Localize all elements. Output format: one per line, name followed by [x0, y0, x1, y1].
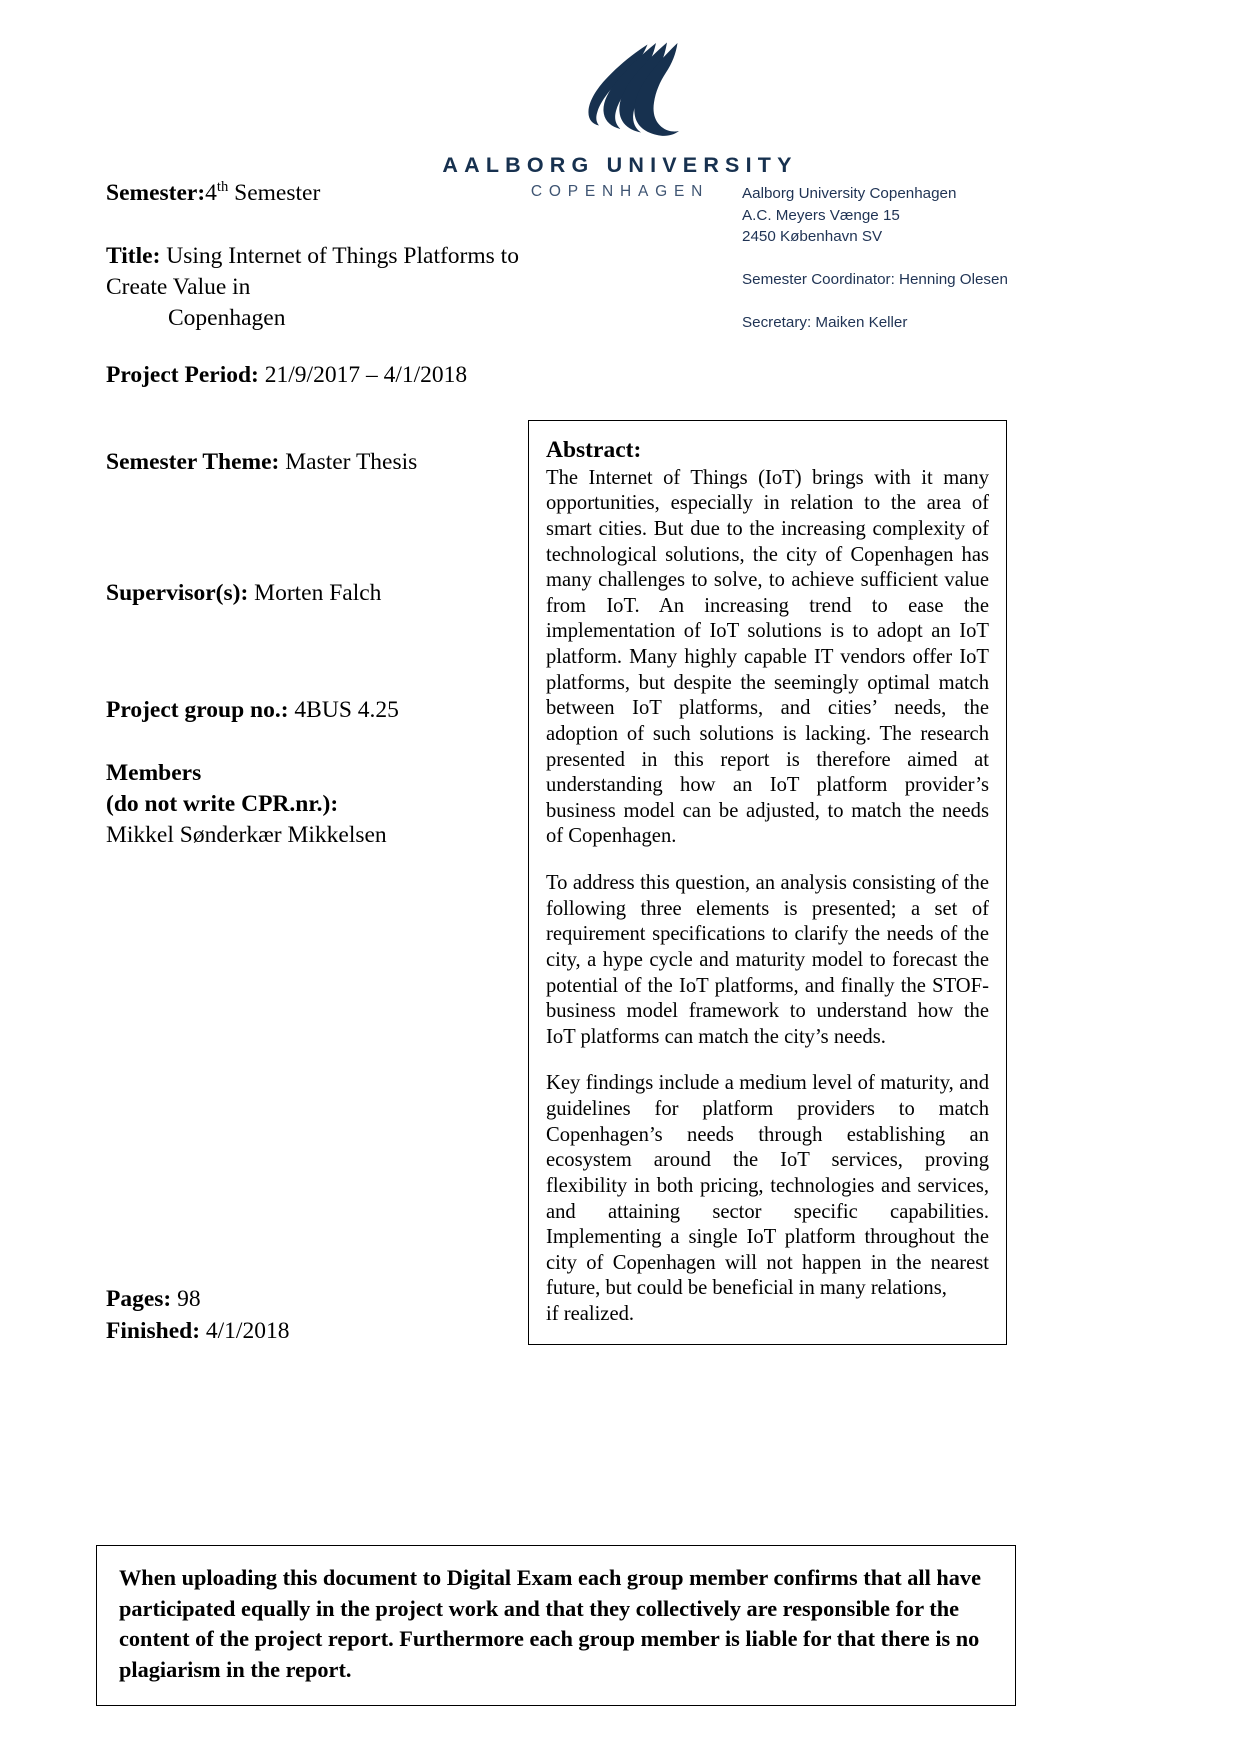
project-period-label: Project Period:	[106, 362, 259, 389]
semester-coordinator-line: Semester Coordinator: Henning Olesen	[742, 271, 1008, 289]
abstract-box	[528, 420, 1007, 1345]
declaration-text: When uploading this document to Digital Exam each group member confirms that all have participated equally in the project work and that they collectively are responsible for the content of the project report. Furthermore each group member is liable for that there is no plagiarism in the report.	[119, 1565, 981, 1682]
project-period-value: 21/9/2017 – 4/1/2018	[258, 362, 468, 389]
address-block	[742, 183, 1010, 248]
project-group-field	[106, 695, 536, 726]
finished-value: 4/1/2018	[200, 1318, 290, 1345]
members-label: Members	[106, 760, 202, 787]
members-field	[106, 758, 536, 851]
project-group-value: 4BUS 4.25	[288, 697, 399, 724]
aalborg-wave-mark-icon	[555, 42, 685, 140]
abstract-paragraph-3: Key findings include a medium level of maturity, and guidelines for platform providers to match Copenhagen’s needs through establishing an ecosystem around the IoT services, proving flexibility in both pricing, technologies and services, and attaining sector specific capabilities. Implementing a single IoT platform throughout the city of Copenhagen will not happen in the nearest future, but could be beneficial in many relations,	[546, 1072, 989, 1300]
supervisor-field	[106, 578, 536, 609]
semester-theme-value: Master Thesis	[279, 449, 418, 476]
semester-value-suffix: th	[216, 179, 229, 196]
semester-field	[106, 178, 536, 209]
title-value-line1: Using Internet of Things Platforms to Create Value in	[106, 243, 519, 301]
members-value: Mikkel Sønderkær Mikkelsen	[106, 822, 387, 849]
supervisor-label: Supervisor(s):	[106, 580, 249, 607]
project-group-label: Project group no.:	[106, 697, 289, 724]
supervisor-value: Morten Falch	[248, 580, 382, 607]
members-note: (do not write CPR.nr.):	[106, 791, 339, 818]
semester-theme-label: Semester Theme:	[106, 449, 280, 476]
semester-value-rest: Semester	[228, 180, 321, 206]
abstract-paragraph-4: if realized.	[546, 1303, 635, 1326]
address-line-2: A.C. Meyers Vænge 15	[742, 206, 900, 224]
logo-subwordmark: COPENHAGEN	[530, 182, 710, 200]
finished-field	[106, 1315, 536, 1347]
university-logo	[0, 42, 1240, 200]
project-period-field	[106, 360, 536, 391]
abstract-paragraph-2: To address this question, an analysis consisting of the following three elements is presented; a set of requirement specifications to clarify the needs of the city, a hype cycle and maturity model to forecast the potential of the IoT platforms, and finally the STOF-business model framework to understand how the IoT platforms can match the city’s needs.	[546, 872, 989, 1048]
pages-label: Pages:	[106, 1286, 172, 1312]
secretary-line: Secretary: Maiken Keller	[742, 313, 908, 331]
abstract-paragraph-1: The Internet of Things (IoT) brings with it many opportunities, especially in relation to the area of smart cities. But due to the increasing complexity of technological solutions, the city of Copenhagen has many challenges to solve, to achieve sufficient value from IoT. An increasing trend to ease the implementation of IoT solutions is to adopt an IoT platform. Many highly capable IT vendors offer IoT platforms, but despite the seemingly optimal match between IoT platforms, and cities’ needs, the adoption of such solutions is lacking. The research presented in this report is therefore aimed at understanding how an IoT platform provider’s business model can be adjusted, to match the needs of Copenhagen.	[546, 466, 989, 848]
institution-address-block	[742, 183, 1010, 334]
logo-wordmark: AALBORG UNIVERSITY	[442, 153, 798, 177]
semester-theme-field	[106, 447, 536, 478]
address-line-3: 2450 København SV	[742, 228, 883, 246]
abstract-heading: Abstract:	[546, 437, 642, 463]
declaration-box	[96, 1545, 1016, 1706]
title-label: Title:	[106, 243, 161, 270]
finished-label: Finished:	[106, 1318, 201, 1345]
pages-finished-block	[106, 1283, 536, 1348]
semester-value-number: 4	[205, 180, 217, 206]
title-value-line2: Copenhagen	[168, 305, 286, 332]
title-field	[106, 241, 536, 334]
pages-field	[106, 1283, 536, 1315]
project-info-column	[106, 178, 536, 851]
semester-label: Semester:	[106, 180, 206, 206]
pages-value: 98	[171, 1286, 201, 1312]
address-line-1: Aalborg University Copenhagen	[742, 185, 957, 202]
